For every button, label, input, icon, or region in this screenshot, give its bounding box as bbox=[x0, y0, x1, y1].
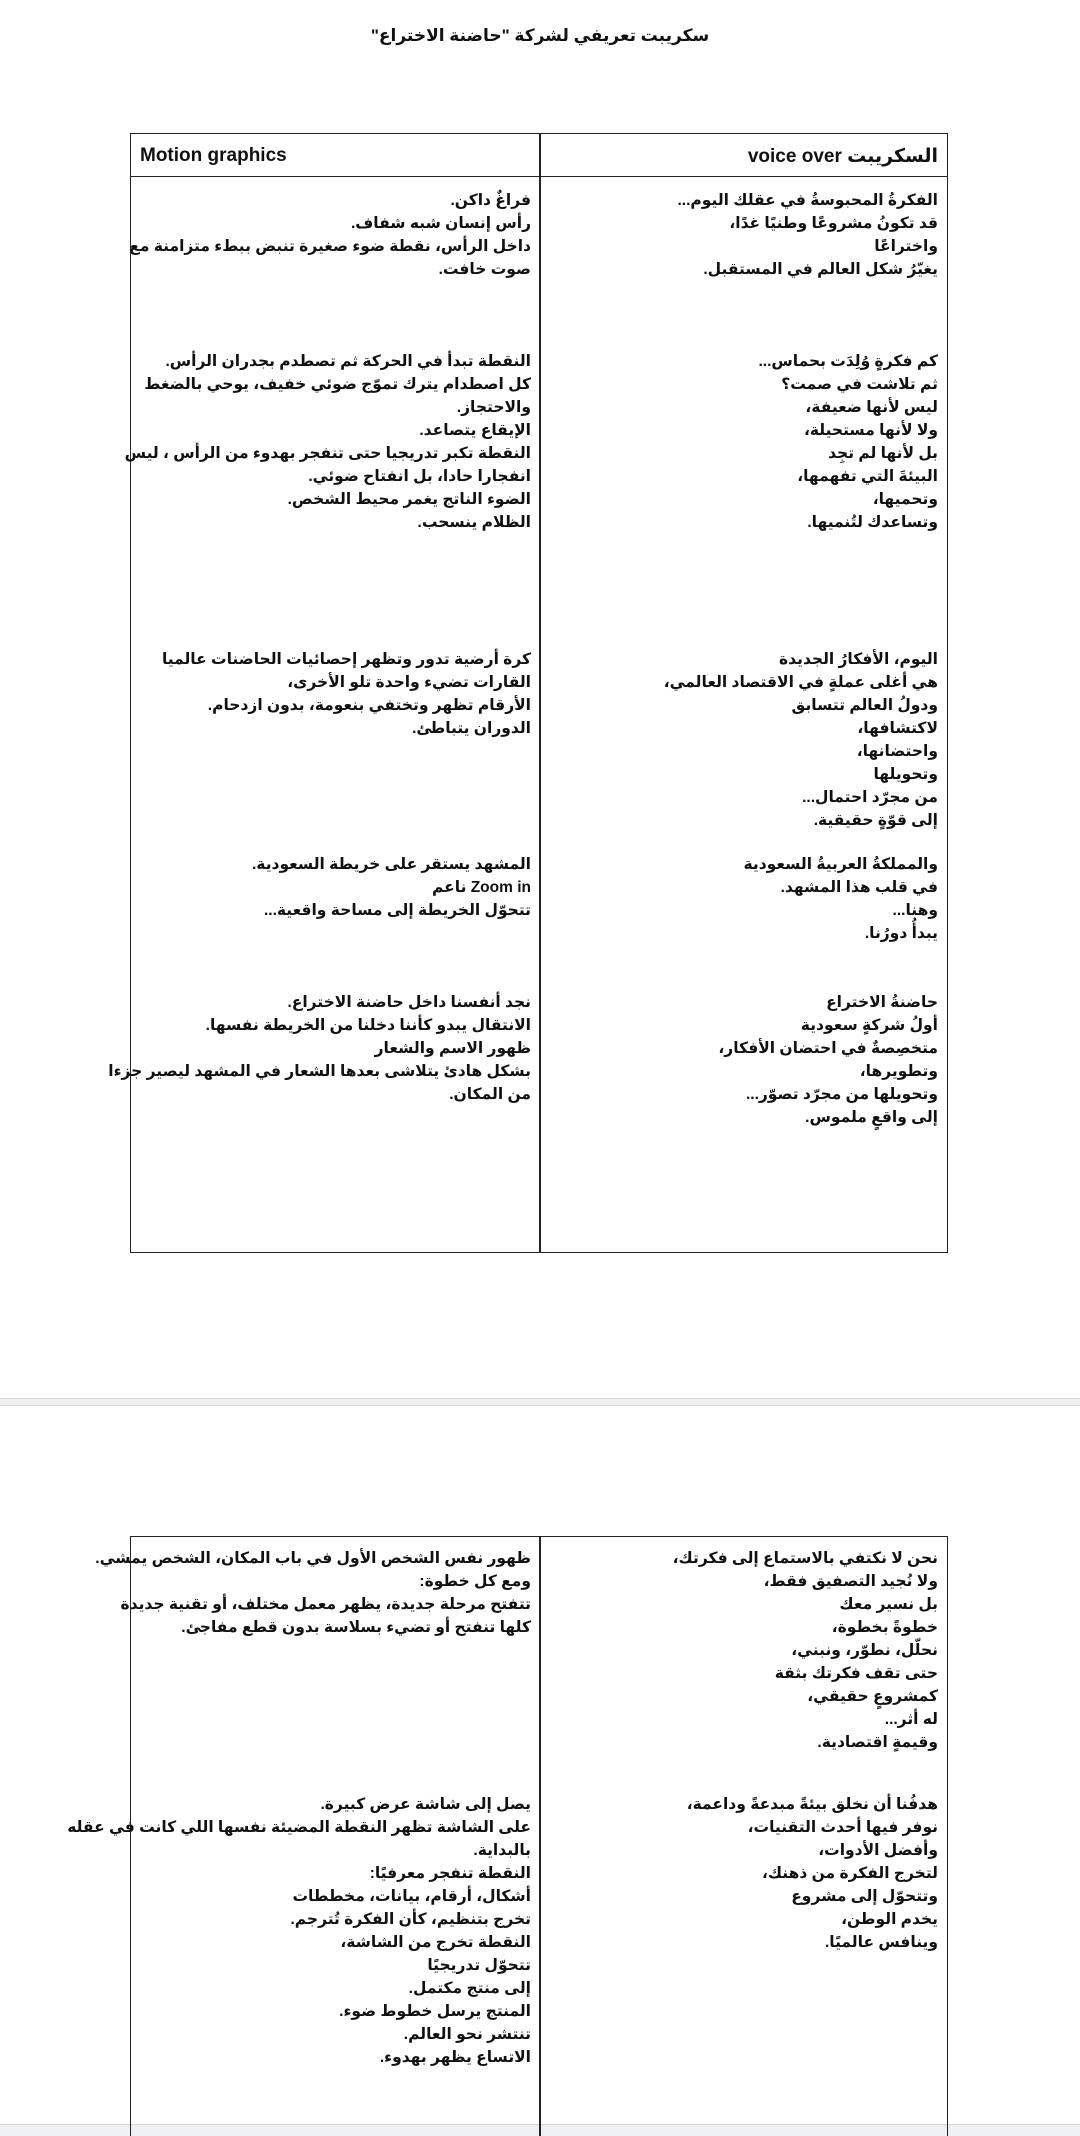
text-line: تتفتح مرحلة جديدة، يظهر معمل مختلف، أو تقنية جديدة bbox=[120, 1596, 531, 1613]
text-line: الظلام ينسحب. bbox=[417, 514, 531, 531]
header-voice-over: السكريبت voice over bbox=[747, 146, 938, 167]
text-line: الإيقاع يتصاعد. bbox=[419, 422, 531, 439]
motion-block bbox=[131, 853, 531, 922]
text-line: واختراعًا bbox=[874, 238, 938, 255]
text-line: القارات تضيء واحدة تلو الأخرى، bbox=[287, 674, 531, 691]
text-line: داخل الرأس، نقطة ضوء صغيرة تنبض ببطء متزامنة مع bbox=[129, 238, 531, 255]
text-line: له أثر... bbox=[884, 1711, 938, 1728]
text-line: Zoom in ناعم bbox=[432, 879, 531, 896]
document-page-2 bbox=[0, 1406, 1080, 2124]
voice-block bbox=[558, 1547, 938, 1754]
text-line: والاحتجاز. bbox=[456, 399, 531, 416]
text-line: صوت خافت. bbox=[438, 261, 531, 278]
motion-block bbox=[131, 189, 531, 281]
voice-block bbox=[558, 189, 938, 281]
text-line: ليس لأنها ضعيفة، bbox=[805, 399, 938, 416]
text-line: النقطة تخرج من الشاشة، bbox=[340, 1934, 531, 1951]
text-line: انفجارا حادا، بل انفتاح ضوئي. bbox=[308, 468, 531, 485]
voice-block bbox=[558, 350, 938, 534]
text-line: كمشروعٍ حقيقي، bbox=[807, 1688, 938, 1705]
text-line: إلى واقعٍ ملموس. bbox=[805, 1109, 938, 1126]
column-divider bbox=[539, 1537, 541, 2136]
text-line: تتحوّل الخريطة إلى مساحة واقعية... bbox=[263, 902, 531, 919]
column-divider bbox=[539, 134, 541, 1252]
text-line: كلها تنفتح أو تضيء بسلاسة بدون قطع مفاجئ. bbox=[181, 1619, 531, 1636]
text-line: فراغٌ داكن. bbox=[450, 192, 531, 209]
text-line: تخرج بتنظيم، كأن الفكرة تُترجم. bbox=[290, 1911, 531, 1928]
text-line: النقطة تنفجر معرفيًا: bbox=[369, 1865, 531, 1882]
text-line: الاتساع يظهر بهدوء. bbox=[379, 2049, 531, 2066]
text-line: قد تكونُ مشروعًا وطنيًا غدًا، bbox=[729, 215, 938, 232]
text-line: كل اصطدام يترك تموّج ضوئي خفيف، يوحي بالضغط bbox=[144, 376, 531, 393]
text-line: البيئةَ التي تفهمها، bbox=[797, 468, 938, 485]
text-line: الأرقام تظهر وتختفي بنعومة، بدون ازدحام. bbox=[207, 697, 531, 714]
text-line: بالبداية. bbox=[473, 1842, 531, 1859]
header-motion-graphics: Motion graphics bbox=[140, 145, 287, 166]
text-line: النقطة تكبر تدريجيا حتى تنفجر بهدوء من الرأس ، ليس bbox=[124, 445, 531, 462]
text-line: كرة أرضية تدور وتظهر إحصائيات الحاضنات عالميا bbox=[161, 651, 531, 668]
script-table-2 bbox=[67, 1536, 948, 2136]
text-line: نجد أنفسنا داخل حاضنة الاختراع. bbox=[287, 994, 531, 1011]
motion-block bbox=[124, 350, 531, 534]
text-line: وقيمةٍ اقتصادية. bbox=[817, 1734, 938, 1751]
text-line: يصل إلى شاشة عرض كبيرة. bbox=[320, 1796, 531, 1813]
text-line: نحلّل، نطوّر، ونبني، bbox=[791, 1642, 938, 1659]
text-line: وتطويرها، bbox=[859, 1063, 938, 1080]
text-line: يخدم الوطن، bbox=[841, 1911, 938, 1928]
text-line: ظهور الاسم والشعار bbox=[374, 1040, 531, 1057]
text-line: لتخرج الفكرة من ذهنك، bbox=[761, 1865, 938, 1882]
text-line: ظهور نفس الشخص الأول في باب المكان، الشخص يمشي. bbox=[95, 1550, 531, 1567]
text-line: وتحويلها bbox=[873, 766, 938, 783]
text-line: وتساعدك لتُنميها. bbox=[807, 514, 938, 531]
text-line: بل لأنها لم تجِد bbox=[828, 445, 938, 462]
text-line: تتحوّل تدريجيًا bbox=[427, 1957, 531, 1974]
text-line: الفكرةُ المحبوسةُ في عقلك اليوم... bbox=[677, 192, 938, 209]
text-line: هدفُنا أن نخلق بيئةً مبدعةً وداعمة، bbox=[686, 1796, 938, 1813]
document-title: سكريبت تعريفي لشركة "حاضنة الاختراع" bbox=[370, 26, 710, 45]
text-line: ولا نُجيد التصفيق فقط، bbox=[763, 1573, 938, 1590]
voice-block bbox=[558, 648, 938, 832]
text-line: ودولُ العالم تتسابق bbox=[791, 697, 938, 714]
text-line: خطوةً بخطوة، bbox=[831, 1619, 938, 1636]
text-line: وهنا... bbox=[892, 902, 938, 919]
text-line: يغيّرُ شكل العالم في المستقبل. bbox=[703, 261, 938, 278]
text-line: نوفر فيها أحدث التقنيات، bbox=[747, 1819, 938, 1836]
text-line: بل نسير معك bbox=[839, 1596, 938, 1613]
text-line: هي أغلى عملةٍ في الاقتصاد العالمي، bbox=[663, 674, 938, 691]
voice-block bbox=[558, 991, 938, 1129]
text-line: ثم تلاشت في صمت؟ bbox=[781, 376, 938, 393]
text-line: ومع كل خطوة: bbox=[419, 1573, 531, 1590]
text-line: وتحويلها من مجرّد تصوّر... bbox=[745, 1086, 938, 1103]
text-line: اليوم، الأفكارُ الجديدة bbox=[779, 651, 938, 668]
text-line: المنتج يرسل خطوط ضوء. bbox=[339, 2003, 531, 2020]
text-line: من المكان. bbox=[449, 1086, 531, 1103]
script-table-1 bbox=[108, 133, 948, 1253]
text-line: والمملكةُ العربيةُ السعودية bbox=[743, 856, 938, 873]
text-line: على الشاشة تظهر النقطة المضيئة نفسها اللي كانت في عقله bbox=[67, 1819, 531, 1836]
text-line: كم فكرةٍ وُلِدَت بحماس... bbox=[758, 353, 938, 370]
text-line: في قلب هذا المشهد. bbox=[780, 879, 938, 896]
text-line: إلى قوّةٍ حقيقية. bbox=[813, 812, 938, 829]
text-line: من مجرّد احتمال... bbox=[802, 789, 938, 806]
text-line: واحتضانها، bbox=[856, 743, 938, 760]
text-line: الانتقال يبدو كأننا دخلنا من الخريطة نفسها. bbox=[205, 1017, 531, 1034]
text-line: تنتشر نحو العالم. bbox=[403, 2026, 531, 2043]
text-line: وينافس عالميًا. bbox=[824, 1934, 938, 1951]
text-line: نحن لا نكتفي بالاستماع إلى فكرتك، bbox=[672, 1550, 938, 1567]
text-line: الدوران يتباطئ. bbox=[412, 720, 531, 737]
motion-block bbox=[131, 648, 531, 740]
voice-block bbox=[558, 853, 938, 945]
text-line: بشكل هادئ يتلاشى بعدها الشعار في المشهد ليصير جزءا bbox=[108, 1063, 531, 1080]
text-line: المشهد يستقر على خريطة السعودية. bbox=[251, 856, 531, 873]
text-line: الضوء الناتج يغمر محيط الشخص. bbox=[287, 491, 531, 508]
table-header-row bbox=[131, 134, 947, 177]
text-line: وأفضل الأدوات، bbox=[818, 1842, 938, 1859]
text-line: وتتحوّل إلى مشروع bbox=[791, 1888, 938, 1905]
motion-block bbox=[108, 991, 531, 1106]
motion-block bbox=[67, 1793, 531, 2069]
text-line: النقطة تبدأ في الحركة ثم تصطدم بجدران الرأس. bbox=[165, 353, 531, 370]
text-line: لاكتشافها، bbox=[857, 720, 938, 737]
text-line: إلى منتج مكتمل. bbox=[408, 1980, 531, 1997]
text-line: أشكال، أرقام، بيانات، مخططات bbox=[292, 1888, 531, 1905]
voice-block bbox=[558, 1793, 938, 1954]
text-line: حتى تقف فكرتك بثقة bbox=[774, 1665, 938, 1682]
text-line: ولا لأنها مستحيلة، bbox=[803, 422, 938, 439]
text-line: وتحميها، bbox=[872, 491, 938, 508]
text-line: متخصِصةٌ في احتضان الأفكار، bbox=[718, 1040, 938, 1057]
text-line: أولُ شركةٍ سعودية bbox=[800, 1017, 938, 1034]
motion-block bbox=[95, 1547, 531, 1639]
text-line: حاضنةُ الاختراع bbox=[826, 994, 938, 1011]
text-line: يبدأُ دورُنا. bbox=[864, 925, 938, 942]
text-line: رأس إنسان شبه شفاف. bbox=[351, 215, 531, 232]
